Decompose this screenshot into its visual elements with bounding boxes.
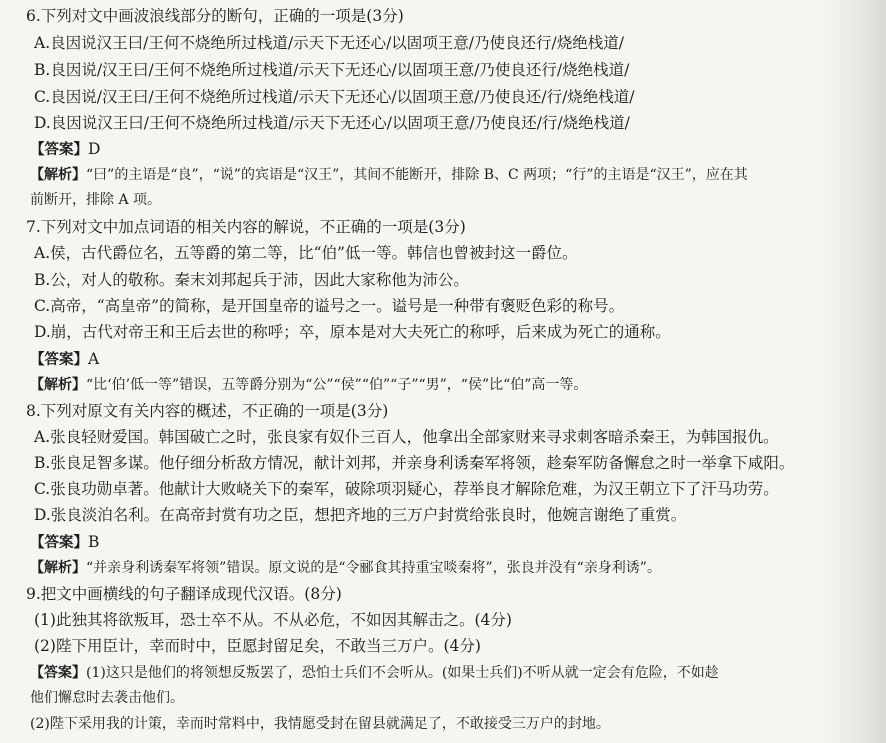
- question-6-analysis: [30, 165, 748, 185]
- question-8-option-d: D.张良淡泊名利。在高帝封赏有功之臣，想把齐地的三万户封赏给张良时，他婉言谢绝了重赏。: [34, 506, 687, 524]
- question-7-answer: [30, 349, 99, 370]
- analysis-text: “曰”的主语是“良”，“说”的宾语是“汉王”，其间不能断开，排除 B、C 两项；“行”的主语是“汉王”，应在其: [86, 167, 748, 183]
- question-9-item-1: (1)此独其将欲叛耳，恐士卒不从。不从必危，不如因其解击之。(4分): [34, 611, 512, 629]
- question-6-answer: [30, 139, 100, 160]
- question-9-answer-2: (2)陛下采用我的计策，幸而时常料中，我情愿受封在留县就满足了，不敢接受三万户的封地。: [30, 716, 610, 732]
- question-9-answer-cont: 他们懈怠时去袭击他们。: [30, 690, 184, 706]
- answer-label: 【答案】: [30, 535, 88, 551]
- question-8-stem: 8.下列对原文有关内容的概述，不正确的一项是(3分): [26, 402, 389, 420]
- answer-text: (1)这只是他们的将领想反叛罢了，恐怕士兵们不会听从。(如果士兵们)不听从就一定会有危险，不如趁: [86, 665, 719, 681]
- analysis-text: “比‘伯’低一等”错误，五等爵分别为“公”“侯”“伯”“子”“男”，“侯”比“伯”高一等。: [86, 377, 588, 393]
- question-8-option-b: B.张良足智多谋。他仔细分析敌方情况，献计刘邦，并亲身利诱秦军将领，趁秦军防备懈怠之时一举拿下咸阳。: [34, 454, 795, 472]
- analysis-label: 【解析】: [30, 167, 86, 183]
- answer-value: B: [88, 533, 100, 551]
- question-6-option-c: C.良因说/汉王曰/王何不烧绝所过栈道/示天下无还心/以固项王意/乃使良还/行/烧绝栈道/: [34, 88, 635, 106]
- question-7-stem: 7.下列对文中加点词语的相关内容的解说，不正确的一项是(3分): [26, 218, 466, 236]
- question-8-analysis: [30, 558, 661, 578]
- question-7-option-b: B.公，对人的敬称。秦末刘邦起兵于沛，因此大家称他为沛公。: [34, 271, 469, 289]
- question-6-analysis-cont: 前断开，排除 A 项。: [30, 192, 162, 208]
- question-9-item-2: (2)陛下用臣计，幸而时中，臣愿封留足矣，不敢当三万户。(4分): [34, 637, 481, 655]
- question-8-option-c: C.张良功勋卓著。他献计大败峣关下的秦军，破除项羽疑心，荐举良才解除危难，为汉王朝立下了汗马功劳。: [34, 480, 779, 498]
- answer-label: 【答案】: [30, 665, 86, 681]
- question-6-option-a: A.良因说汉王曰/王何不烧绝所过栈道/示天下无还心/以固项王意/乃使良还行/烧绝栈道/: [34, 34, 624, 52]
- question-7-option-c: C.高帝，“高皇帝”的简称，是开国皇帝的谥号之一。谥号是一种带有褒贬色彩的称号。: [34, 297, 625, 315]
- question-6-stem: 6.下列对文中画波浪线部分的断句，正确的一项是(3分): [26, 7, 404, 25]
- question-9-stem: 9.把文中画横线的句子翻译成现代汉语。(8分): [26, 585, 342, 603]
- question-7-option-d: D.崩，古代对帝王和王后去世的称呼；卒，原本是对大夫死亡的称呼，后来成为死亡的通称。: [34, 323, 671, 341]
- answer-value: A: [88, 350, 100, 368]
- question-9-answer: [30, 663, 719, 683]
- bleed-through-shadow: [824, 0, 886, 743]
- answer-label: 【答案】: [30, 142, 88, 158]
- answer-label: 【答案】: [30, 352, 88, 368]
- question-6-option-b: B.良因说/汉王曰/王何不烧绝所过栈道/示天下无还心/以固项王意/乃使良还行/烧绝栈道/: [34, 61, 630, 79]
- answer-value: D: [88, 140, 101, 158]
- analysis-text: “并亲身利诱秦军将领”错误。原文说的是“令郦食其持重宝啖秦将”，张良并没有“亲身利诱”。: [86, 560, 661, 576]
- question-6-option-d: D.良因说汉王曰/王何不烧绝所过栈道/示天下无还心/以固项王意/乃使良还/行/烧绝栈道/: [34, 114, 630, 132]
- question-7-analysis: [30, 375, 587, 395]
- question-8-option-a: A.张良轻财爱国。韩国破亡之时，张良家有奴仆三百人，他拿出全部家财来寻求刺客暗杀秦王，为韩国报仇。: [34, 428, 779, 446]
- analysis-label: 【解析】: [30, 377, 86, 393]
- question-7-option-a: A.侯，古代爵位名，五等爵的第二等，比“伯”低一等。韩信也曾被封这一爵位。: [34, 244, 578, 262]
- analysis-label: 【解析】: [30, 560, 86, 576]
- question-8-answer: [30, 532, 99, 553]
